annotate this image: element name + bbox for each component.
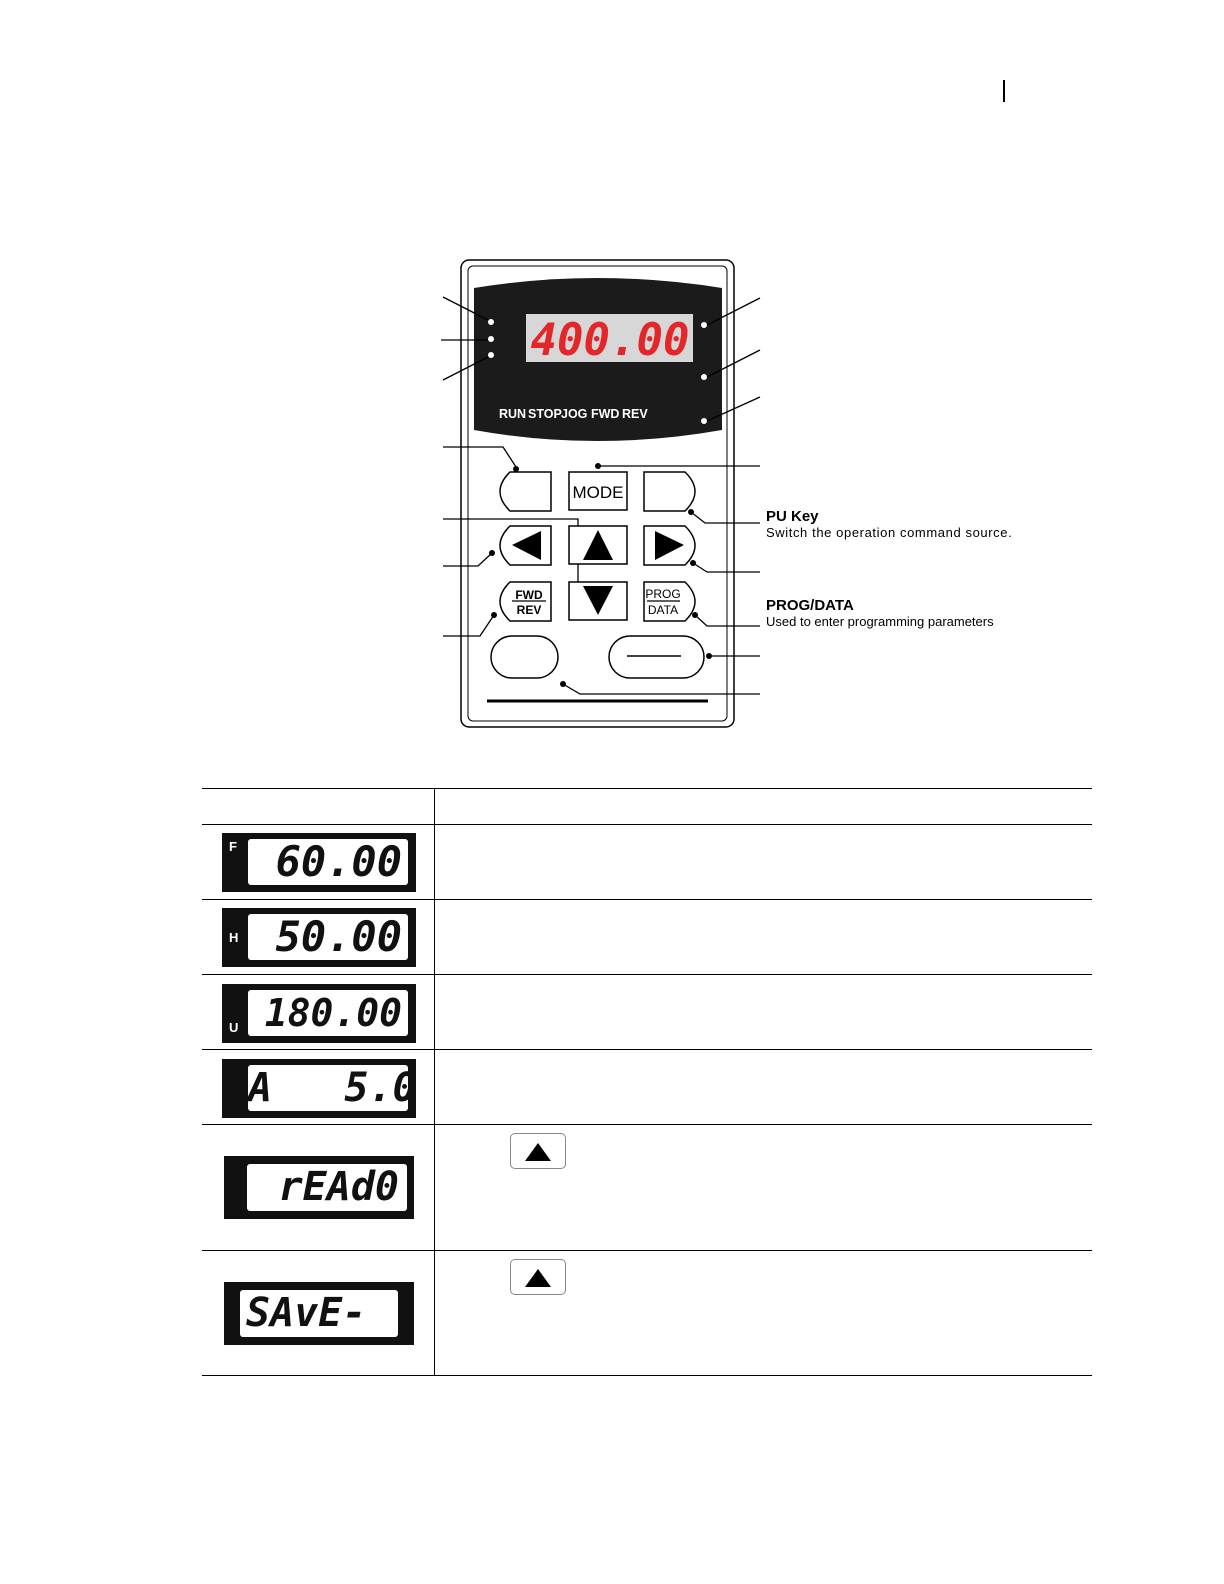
up-arrow-icon <box>525 1269 551 1287</box>
prog-data-callout-title: PROG/DATA <box>766 597 854 614</box>
led-display-value: 400.00 <box>530 315 690 366</box>
prog-data-key-top-label: PROG <box>645 587 681 601</box>
lcd-display-save <box>224 1282 414 1345</box>
table-column-divider <box>434 788 435 1376</box>
prog-data-key-bottom-label: DATA <box>647 603 679 617</box>
up-key-icon-read <box>510 1133 566 1169</box>
table-rule <box>202 899 1092 900</box>
table-rule <box>202 824 1092 825</box>
lcd-display-user <box>222 984 416 1043</box>
left-blank-key[interactable] <box>500 472 551 511</box>
up-arrow-icon <box>525 1143 551 1161</box>
table-rule <box>202 1375 1092 1376</box>
lcd-display-current <box>222 1059 416 1118</box>
indicator-dot <box>488 336 494 342</box>
fwd-rev-key-bottom-label: REV <box>516 603 542 617</box>
table-rule <box>202 1124 1092 1125</box>
display-message-table <box>202 788 1092 1376</box>
lcd-display-hz <box>222 908 416 967</box>
lcd-value: 60.00 <box>248 839 408 885</box>
pu-key-callout-desc: Switch the operation command source. <box>766 525 1013 540</box>
mode-key-label: MODE <box>572 483 624 502</box>
prog-data-callout-desc: Used to enter programming parameters <box>766 614 994 629</box>
fwd-rev-key-top-label: FWD <box>515 588 543 602</box>
table-rule <box>202 1049 1092 1050</box>
lcd-value: 50.00 <box>248 914 408 960</box>
led-label-stop: STOP <box>528 407 562 421</box>
led-label-jog: JOG <box>561 407 588 421</box>
indicator-dot <box>701 418 707 424</box>
indicator-dot <box>488 319 494 325</box>
lcd-display-frequency <box>222 833 416 892</box>
indicator-dot <box>701 374 707 380</box>
led-label-fwd: FWD <box>591 407 620 421</box>
keypad-diagram <box>0 0 1224 760</box>
indicator-dot <box>488 352 494 358</box>
up-key-icon-save <box>510 1259 566 1295</box>
stop-reset-key[interactable] <box>609 636 704 678</box>
lcd-value: A 5.0 <box>248 1065 417 1111</box>
lcd-prefix: H <box>229 930 239 945</box>
led-label-run: RUN <box>499 407 527 421</box>
run-key[interactable] <box>491 636 558 678</box>
lcd-display-read <box>224 1156 414 1219</box>
table-rule <box>202 788 1092 789</box>
indicator-dot <box>701 322 707 328</box>
lcd-value: rEAd0 <box>247 1164 407 1211</box>
pu-key[interactable] <box>644 472 695 511</box>
lcd-value: SAvE- <box>240 1290 398 1337</box>
lcd-value: 180.00 <box>248 990 408 1036</box>
table-rule <box>202 1250 1092 1251</box>
table-rule <box>202 974 1092 975</box>
lcd-prefix: F <box>229 839 237 854</box>
lcd-prefix: U <box>229 1020 239 1035</box>
pu-key-callout-title: PU Key <box>766 508 819 525</box>
led-label-rev: REV <box>622 407 648 421</box>
